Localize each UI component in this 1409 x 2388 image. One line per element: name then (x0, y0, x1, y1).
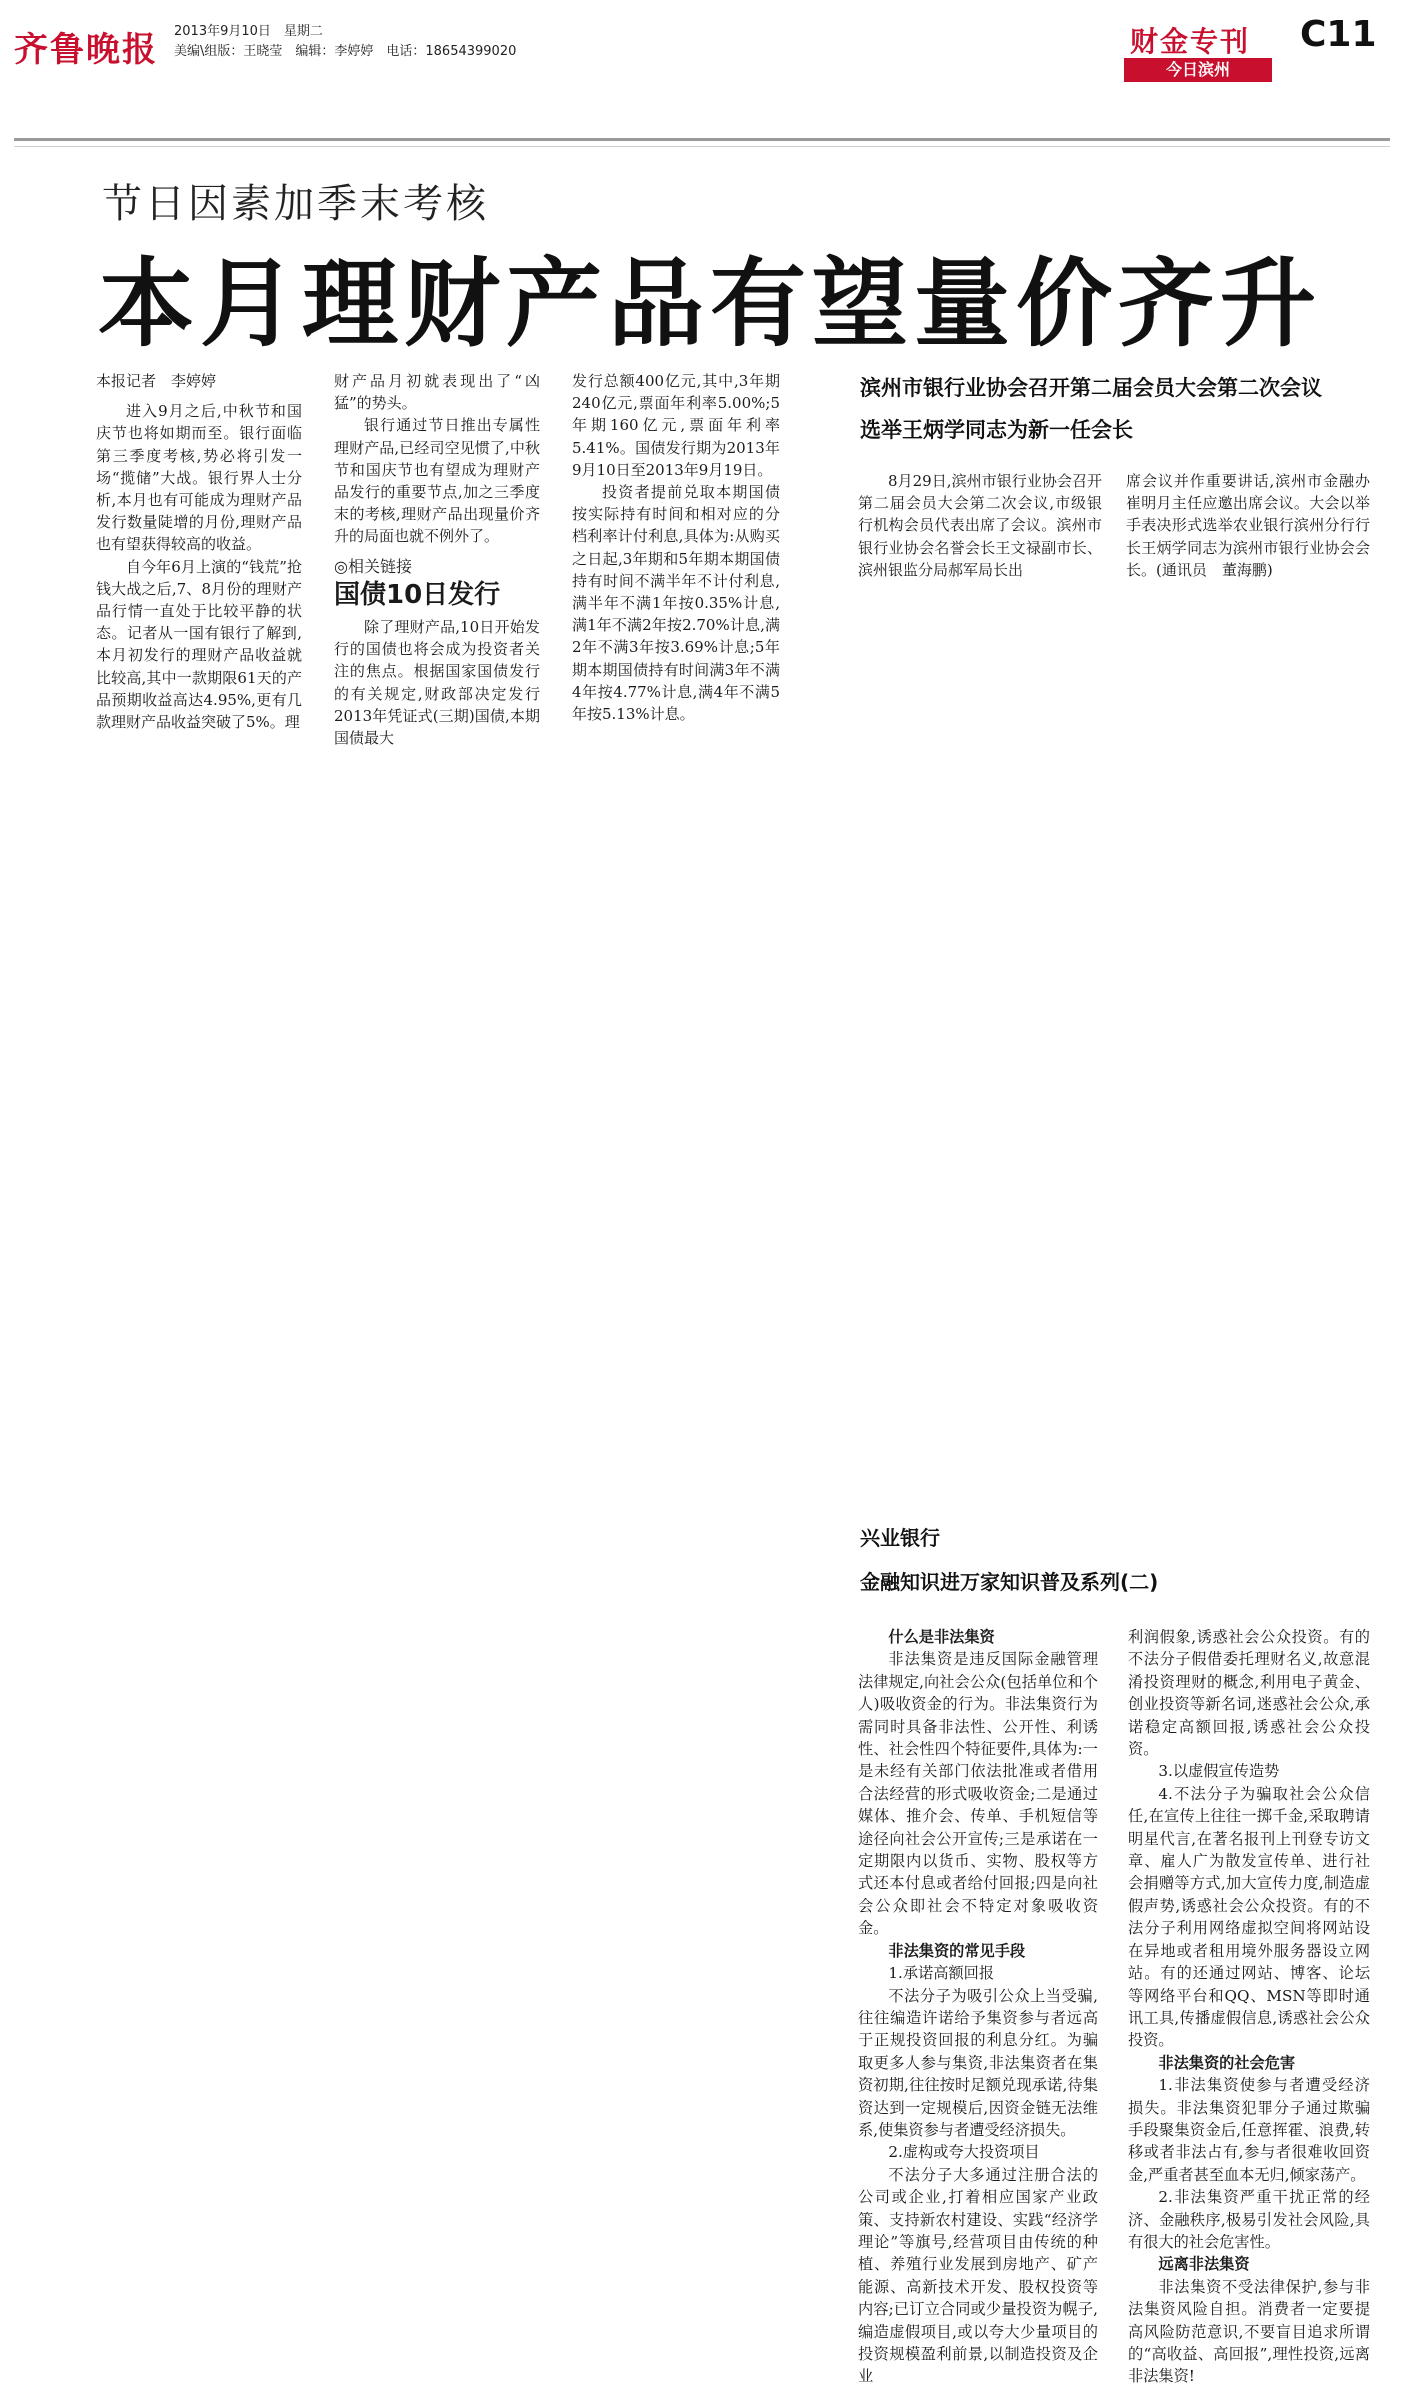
paragraph: 席会议并作重要讲话,滨州市金融办崔明月主任应邀出席会议。大会以举手表决形式选举农业银行滨州分行行长王炳学同志为滨州市银行业协会会长。(通讯员 董海鹏) (1126, 472, 1370, 579)
issue-date: 2013年9月10日 星期二 (174, 24, 323, 39)
story-kicker: 节日因素加季末考核 (102, 181, 489, 227)
section-heading: 非法集资的社会危害 (1158, 2053, 1296, 2072)
paragraph: 4.不法分子为骗取社会公众信任,在宣传上往往一掷千金,采取聘请明星代言,在著名报刊上刊登专访文章、雇人广为散发宣传单、进行社会捐赠等方式,加大宣传力度,制造虚假声势,诱惑社会公众投资。有的不法分子利用网络虚拟空间将网站设在异地或者租用境外服务器设立网站。有的还通过网站、博客、论坛等网络平台和QQ、MSN等即时通讯工具,传播虚假信息,诱惑社会公众投资。 (1128, 1784, 1370, 2050)
section-heading: 远离非法集资 (1158, 2255, 1250, 2274)
news-brief-column-2 (1126, 470, 1370, 581)
section-name: 财金专刊 (1130, 25, 1251, 58)
feature-column-2 (1128, 1626, 1370, 2388)
paragraph: 1.承诺高额回报 (888, 1964, 995, 1983)
feature-column-1 (858, 1626, 1098, 2388)
paragraph: 2.非法集资严重干扰正常的经济、金融秩序,极易引发社会风险,具有很大的社会危害性。 (1128, 2188, 1370, 2251)
news-brief-column-1 (858, 470, 1102, 581)
news-brief-title-1: 滨州市银行业协会召开第二届会员大会第二次会议 (860, 376, 1322, 400)
paragraph: 非法集资不受法律保护,参与非法集资风险自担。消费者一定要提高风险防范意识,不要盲目追求所谓的“高收益、高回报”,理性投资,远离非法集资! (1128, 2277, 1370, 2386)
paragraph: 3.以虚假宣传造势 (1158, 1762, 1280, 1781)
paragraph: 投资者提前兑取本期国债按实际持有时间和相对应的分档利率计付利息,具体为:从购买之日起,3年期和5年期本期国债持有时间不满半年不计付利息,满半年不满1年按0.35%计息,满1年不满2年按2.70%计息,满2年不满3年按3.69%计息;5年期本期国债持有时间满3年不满4年按4.77%计息,满4年不满5年按5.13%计息。 (572, 483, 780, 724)
section-heading: 什么是非法集资 (888, 1628, 995, 1646)
page-number: C11 (1300, 14, 1377, 55)
paragraph: 1.非法集资使参与者遭受经济损失。非法集资犯罪分子通过欺骗手段聚集资金后,任意挥霍、浪费,转移或者非法占有,参与者很难收回资金,严重者甚至血本无归,倾家荡产。 (1128, 2076, 1370, 2184)
story-headline: 本月理财产品有望量价齐升 (98, 248, 1322, 360)
paragraph: 非法集资是违反国际金融管理法律规定,向社会公众(包括单位和个人)吸收资金的行为。非法集资行为需同时具备非法性、公开性、利诱性、社会性四个特征要件,具体为:一是未经有关部门依法批准或者借用合法经营的形式吸收资金;二是通过媒体、推介会、传单、手机短信等途径向社会公开宣传;三是承诺在一定期限内以货币、实物、股权等方式还本付息或者给付回报;四是向社会公众即社会不特定对象吸收资金。 (858, 1650, 1098, 1938)
paragraph: 财产品月初就表现出了“凶猛”的势头。 (334, 372, 540, 413)
story-column-2 (334, 370, 540, 749)
paragraph: 8月29日,滨州市银行业协会召开第二届会员大会第二次会议,市级银行机构会员代表出席了会议。滨州市银行业协会名誉会长王文禄副市长、滨州银监分局郝军局长出 (858, 472, 1102, 579)
paragraph: 进入9月之后,中秋节和国庆节也将如期而至。银行面临第三季度考核,势必将引发一场“揽储”大战。银行界人士分析,本月也有可能成为理财产品发行数量陡增的月份,理财产品也有望获得较高的收益。 (96, 402, 302, 554)
paragraph: 自今年6月上演的“钱荒”抢钱大战之后,7、8月份的理财产品行情一直处于比较平静的状态。记者从一国有银行了解到,本月初发行的理财产品收益就比较高,其中一款期限61天的产品预期收益高达4.95%,更有几款理财产品收益突破了5%。理 (96, 557, 302, 732)
story-column-3 (572, 370, 780, 725)
editor-credits: 美编\组版：王晓莹 编辑：李婷婷 电话：18654399020 (174, 44, 517, 59)
paragraph: 银行通过节日推出专属性理财产品,已经司空见惯了,中秋节和国庆节也有望成为理财产品发行的重要节点,加之三季度末的考核,理财产品出现量价齐升的局面也就不例外了。 (334, 416, 540, 546)
paragraph: 除了理财产品,10日开始发行的国债也将会成为投资者关注的焦点。根据国家国债发行的有关规定,财政部决定发行2013年凭证式(三期)国债,本期国债最大 (334, 618, 540, 748)
feature-sponsor: 兴业银行 (860, 1526, 940, 1550)
sub-section-tag: 今日滨州 (1124, 58, 1272, 82)
news-brief-title-2: 选举王炳学同志为新一任会长 (860, 418, 1133, 442)
related-title: 国债10日发行 (334, 579, 501, 610)
header-rule-thin (14, 146, 1390, 147)
paragraph: 发行总额400亿元,其中,3年期240亿元,票面年利率5.00%;5年期160亿元,票面年利率5.41%。国债发行期为2013年9月10日至2013年9月19日。 (572, 372, 780, 479)
section-heading: 非法集资的常见手段 (888, 1941, 1026, 1960)
masthead-logo: 齐鲁晚报 (14, 30, 158, 70)
related-link-tag: ◎相关链接 (334, 556, 412, 576)
byline: 本报记者 李婷婷 (96, 372, 217, 390)
paragraph: 不法分子大多通过注册合法的公司或企业,打着相应国家产业政策、支持新农村建设、实践“经济学理论”等旗号,经营项目由传统的种植、养殖行业发展到房地产、矿产能源、高新技术开发、股权投资等内容;已订立合同或少量投资为幌子,编造虚假项目,或以夸大少量项目的投资规模盈利前景,以制造投资及企业 (858, 2165, 1098, 2386)
paragraph: 不法分子为吸引公众上当受骗,往往编造许诺给予集资参与者远高于正规投资回报的利息分红。为骗取更多人参与集资,非法集资者在集资初期,往往按时足额兑现承诺,待集资达到一定规模后,因资金链无法维系,使集资参与者遭受经济损失。 (858, 1986, 1098, 2139)
story-column-1 (96, 370, 302, 733)
paragraph: 利润假象,诱惑社会公众投资。有的不法分子假借委托理财名义,故意混淆投资理财的概念,利用电子黄金、创业投资等新名词,迷惑社会公众,承诺稳定高额回报,诱惑社会公众投资。 (1128, 1628, 1370, 1759)
header-rule (14, 138, 1390, 141)
paragraph: 2.虚构或夸大投资项目 (888, 2143, 1040, 2162)
feature-title: 金融知识进万家知识普及系列(二) (860, 1570, 1159, 1594)
